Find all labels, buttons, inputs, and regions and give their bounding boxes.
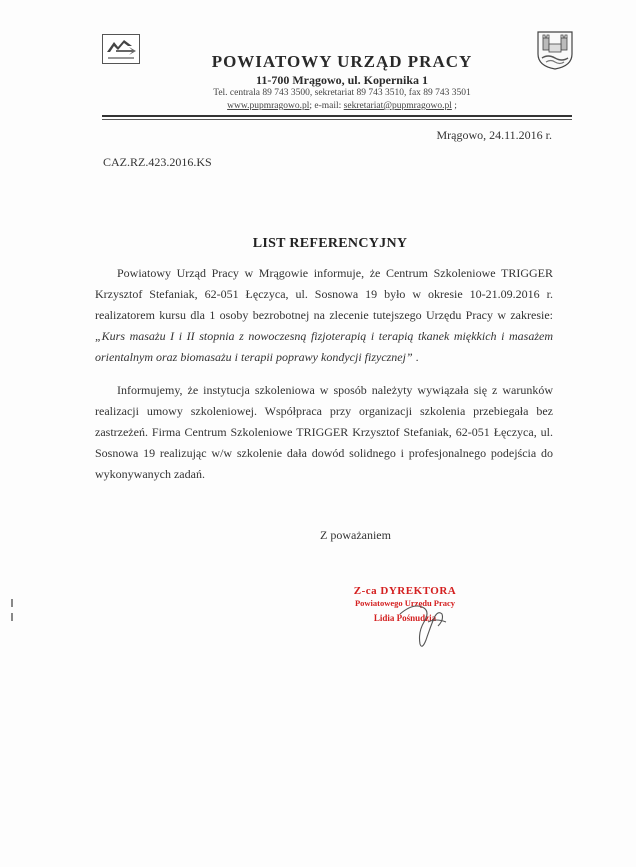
paragraph-2: Informujemy, że instytucja szkoleniowa w sposób należyty wywiązała się z warunków realizacji umowy szkoleniowej. Współpraca przy organizacji szkolenia przebiegała bez zastrzeżeń. Firma Centrum Szkoleniowe TRIGGER Krzysztof Stefaniak, 62-051 Łęczyca, ul. Sosnowa 19 realizując w/w szkolenie dała dowód solidnego i profesjonalnego podejścia do wykonywanych zadań. — [95, 383, 553, 481]
email-label: ; e-mail: — [309, 101, 344, 111]
scan-mark — [11, 613, 13, 621]
stamp-name: Lidia Pośnudzia — [373, 613, 437, 623]
email-link[interactable]: sekretariat@pupmragowo.pl — [343, 101, 452, 111]
letter-date: Mrągowo, 24.11.2016 r. — [436, 128, 552, 142]
header-divider — [102, 115, 572, 117]
paragraph-1 — [95, 263, 553, 368]
email-suffix: ; — [451, 101, 457, 111]
organization-name: POWIATOWY URZĄD PRACY — [211, 52, 473, 71]
organization-contact — [150, 101, 534, 111]
header-divider-thin — [102, 119, 572, 120]
organization-phones: Tel. centrala 89 743 3500, sekretariat 89 743 3510, fax 89 743 3501 — [213, 88, 471, 98]
reference-number: CAZ.RZ.423.2016.KS — [103, 155, 212, 169]
closing-phrase: Z poważaniem — [320, 528, 391, 542]
website-link[interactable]: www.pupmragowo.pl — [227, 101, 310, 111]
letter-title: LIST REFERENCYJNY — [252, 236, 408, 251]
stamp-title: Z-ca DYREKTORA — [353, 585, 457, 597]
handwritten-signature — [380, 592, 470, 652]
town-crest-icon — [536, 30, 574, 70]
office-logo-icon — [102, 34, 140, 64]
organization-address: 11-700 Mrągowo, ul. Kopernika 1 — [255, 73, 428, 87]
paragraph-1-end: . — [412, 350, 419, 364]
course-name: „Kurs masażu I i II stopnia z nowoczesną fizjoterapią i terapią tkanek miękkich i masażem orientalnym oraz biomasażu i terapii poprawy kondycji fizycznej” — [95, 329, 553, 364]
paragraph-1-intro: Powiatowy Urząd Pracy w Mrągowie informuje, że Centrum Szkoleniowe TRIGGER Krzysztof Stefaniak, 62-051 Łęczyca, ul. Sosnowa 19 było w okresie 10-21.09.2016 r. realizatorem kursu dla 1 osoby bezrobotnej na zlecenie tutejszego Urzędu Pracy w zakresie: — [95, 266, 553, 322]
scan-mark — [11, 599, 13, 607]
stamp-office: Powiatowego Urzędu Pracy — [354, 598, 456, 608]
